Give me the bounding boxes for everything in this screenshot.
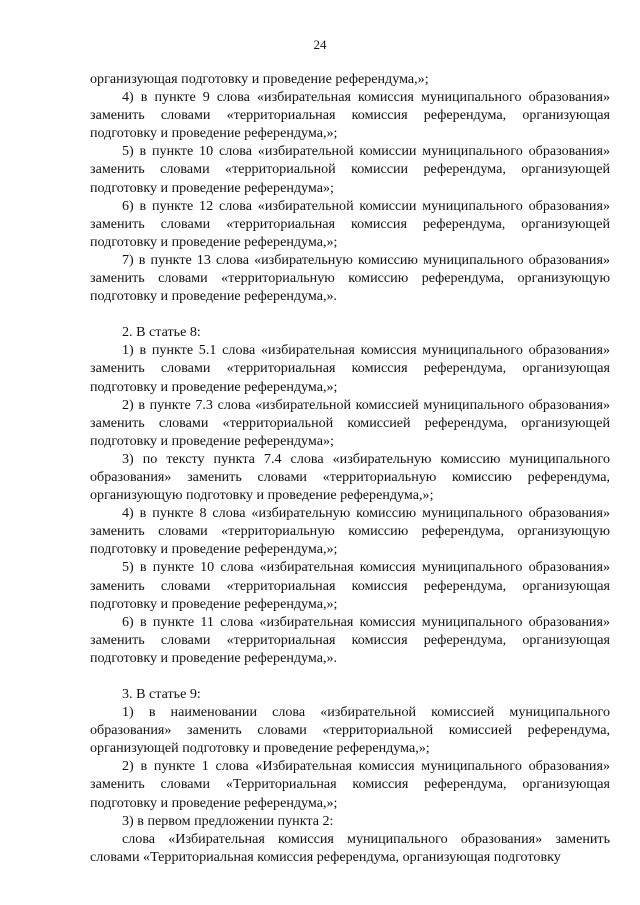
page-number: 24 — [313, 37, 327, 52]
paragraph: 3) в первом предложении пункта 2: — [122, 812, 334, 829]
paragraph: организующая подготовку и проведение референдума,»; — [90, 71, 429, 87]
paragraph: 2) в пункте 1 слова «Избирательная комиссия муниципального образования» заменить словами «Территориальная комиссия референдума, организующая подготовку и проведение референдума,»; — [90, 758, 610, 811]
paragraph: 3) по тексту пункта 7.4 слова «избирательную комиссию муниципального образования» заменить словами «территориальную комиссию референдума, организующую подготовку и проведение референдума,»; — [90, 450, 610, 504]
paragraph: 1) в наименовании слова «избирательной комиссией муниципального образования» заменить словами «территориальной комиссией референдума, организующей подготовку и проведение референдума,»; — [90, 704, 610, 757]
paragraph: 5) в пункте 10 слова «избирательной комиссии муниципального образования» заменить словами «территориальной комиссии референдума, организующей подготовку и проведение референдума»; — [90, 143, 610, 196]
paragraph: 4) в пункте 9 слова «избирательная комиссия муниципального образования» заменить словами «территориальная комиссия референдума, организующая подготовку и проведение референдума,»; — [90, 89, 610, 142]
paragraph: 4) в пункте 8 слова «избирательную комиссию муниципального образования» заменить словами «территориальную комиссию референдума, организующую подготовку и проведение референдума,»; — [90, 505, 610, 558]
paragraph: 1) в пункте 5.1 слова «избирательная комиссия муниципального образования» заменить словами «территориальная комиссия референдума, организующая подготовку и проведение референдума,»; — [90, 342, 610, 395]
paragraph: 6) в пункте 11 слова «избирательная комиссия муниципального образования» заменить словами «территориальная комиссия референдума, организующая подготовку и проведение референдума,». — [90, 613, 610, 666]
paragraph: 6) в пункте 12 слова «избирательной комиссии муниципального образования» заменить словами «территориальная комиссия референдума, организующей подготовку и проведение референдума,»; — [90, 197, 610, 250]
paragraph: 2) в пункте 7.3 слова «избирательной комиссией муниципального образования» заменить словами «территориальной комиссией референдума, организующей подготовку и проведение референдума»; — [90, 396, 610, 449]
paragraph: 7) в пункте 13 слова «избирательную комиссию муниципального образования» заменить словами «территориальную комиссию референдума, организующую подготовку и проведение референдума,». — [90, 251, 610, 305]
section-heading: 2. В статье 8: — [122, 324, 201, 341]
paragraph: слова «Избирательная комиссия муниципального образования» заменить словами «Территориальная комиссия референдума, организующая подготовку — [90, 830, 610, 865]
section-heading: 3. В статье 9: — [122, 686, 201, 702]
document-body — [90, 70, 610, 866]
paragraph: 5) в пункте 10 слова «избирательная комиссия муниципального образования» заменить словами «территориальная комиссия референдума, организующая подготовку и проведение референдума,»; — [90, 559, 610, 612]
